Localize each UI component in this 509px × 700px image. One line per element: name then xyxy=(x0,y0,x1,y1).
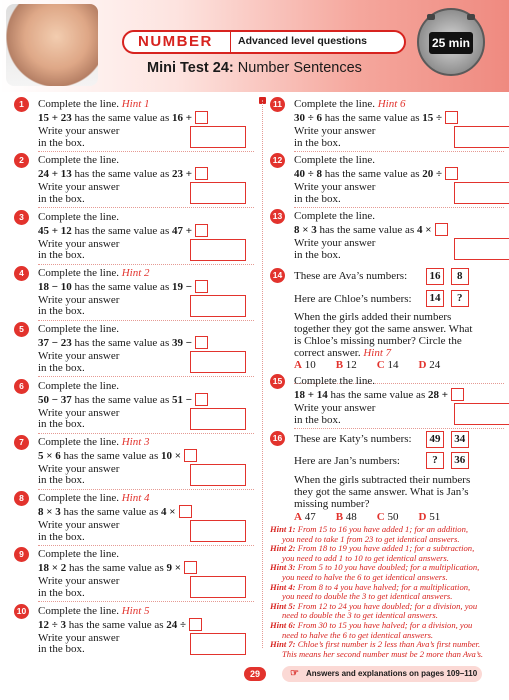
number-box: ? xyxy=(426,452,444,469)
hint-text-2: you need to halve the 6 to get identical answers. xyxy=(282,571,448,582)
write-line-2: in the box. xyxy=(294,192,341,205)
hint-label: Hint 7: xyxy=(270,639,296,650)
q16-para-1: When the girls subtracted their numbers xyxy=(294,474,471,486)
hint-link[interactable]: Hint 6 xyxy=(377,98,406,110)
hint-label: Hint 6: xyxy=(270,619,296,630)
write-line-2: in the box. xyxy=(38,305,85,318)
equation xyxy=(38,280,208,294)
equation-lhs: 15 + 23 xyxy=(38,112,72,124)
divider xyxy=(38,264,254,265)
answer-box[interactable] xyxy=(190,408,246,430)
divider xyxy=(294,207,504,208)
question-15 xyxy=(270,374,505,429)
write-line-1: Write your answer xyxy=(294,181,376,193)
write-instruction xyxy=(38,182,119,205)
write-line-2: in the box. xyxy=(38,249,85,262)
write-line-2: in the box. xyxy=(294,136,341,149)
test-label: Mini Test 24: xyxy=(147,60,234,76)
write-line-2: in the box. xyxy=(294,248,341,261)
question-6 xyxy=(14,379,254,435)
missing-number-box[interactable] xyxy=(195,167,208,180)
question-3 xyxy=(14,210,254,266)
answer-box[interactable] xyxy=(190,633,246,655)
equation-rhs: 47 + xyxy=(171,224,192,237)
choice-letter: C xyxy=(376,359,385,371)
hint-link[interactable]: Hint 7 xyxy=(363,347,392,359)
answers-reference xyxy=(282,666,482,682)
write-line-1: Write your answer xyxy=(38,125,120,137)
choice-letter: D xyxy=(418,511,427,523)
write-line-1: Write your answer xyxy=(38,350,120,363)
question-prompt xyxy=(294,210,375,223)
q16-para-2: they got the same answer. What is Jan’s xyxy=(294,486,469,498)
equation-rhs: 10 × xyxy=(160,449,181,462)
answer-box[interactable] xyxy=(454,182,509,204)
question-prompt xyxy=(294,98,406,111)
choice-a[interactable] xyxy=(294,511,316,523)
q16-line2: Here are Jan’s numbers: xyxy=(294,455,400,467)
choice-d[interactable] xyxy=(419,359,441,371)
equation xyxy=(38,449,197,463)
write-line-1: Write your answer xyxy=(294,237,376,249)
missing-number-box[interactable] xyxy=(184,561,197,574)
equation xyxy=(38,336,208,350)
equation xyxy=(38,618,202,632)
prompt-text: Complete the line. xyxy=(38,379,119,392)
equation xyxy=(38,505,192,519)
equation-mid: has the same value as xyxy=(74,280,170,293)
q14-para-3: is Chloe’s missing number? Circle the xyxy=(294,335,462,347)
equation-lhs: 5 × 6 xyxy=(38,449,61,462)
equation xyxy=(294,223,448,237)
choice-a[interactable] xyxy=(294,359,316,371)
write-line-2: in the box. xyxy=(38,418,85,430)
equation-rhs: 23 + xyxy=(171,168,192,181)
question-13 xyxy=(270,209,509,265)
equation xyxy=(38,167,208,181)
write-instruction xyxy=(38,633,119,656)
question-prompt xyxy=(294,154,375,167)
hint-label: Hint 1: xyxy=(270,524,296,534)
equation-rhs: 4 × xyxy=(160,506,176,519)
write-line-1: Write your answer xyxy=(38,519,120,532)
equation-mid: has the same value as xyxy=(74,168,170,181)
prompt-text: Complete the line. xyxy=(294,210,375,222)
missing-number-box[interactable] xyxy=(179,505,192,518)
equation-lhs: 24 + 13 xyxy=(38,168,72,181)
question-prompt xyxy=(38,154,119,167)
pointing-hand-icon: ☞ xyxy=(290,668,299,679)
q16-choices xyxy=(294,511,460,524)
missing-number-box[interactable] xyxy=(195,224,208,237)
answer-box[interactable] xyxy=(190,351,246,373)
choice-letter: C xyxy=(376,511,385,523)
write-line-2: in the box. xyxy=(294,413,341,426)
answer-box[interactable] xyxy=(454,126,509,148)
divider xyxy=(38,601,254,602)
equation-rhs: 24 ÷ xyxy=(166,618,187,631)
prompt-text: Complete the line. xyxy=(38,604,119,617)
hint-label: Hint 5: xyxy=(270,600,296,611)
question-prompt xyxy=(38,380,119,393)
question-5 xyxy=(14,322,254,378)
hint-entry xyxy=(270,621,500,640)
equation-rhs: 4 × xyxy=(416,224,432,236)
write-instruction xyxy=(294,238,375,261)
equation xyxy=(38,224,208,238)
write-line-1: Write your answer xyxy=(294,402,376,414)
prompt-text: Complete the line. xyxy=(38,266,119,279)
test-name: Number Sentences xyxy=(237,60,362,76)
question-14 xyxy=(270,268,505,373)
page-header xyxy=(0,0,509,92)
equation xyxy=(38,393,208,407)
equation-rhs: 19 − xyxy=(171,280,192,293)
equation-mid: has the same value as xyxy=(74,112,170,124)
equation-lhs: 40 ÷ 8 xyxy=(294,168,323,180)
hint-entry xyxy=(270,525,500,544)
hint-label: Hint 3: xyxy=(270,562,296,573)
divider xyxy=(38,376,254,377)
question-number: 3 xyxy=(14,210,29,225)
write-line-2: in the box. xyxy=(38,192,85,205)
equation-mid: has the same value as xyxy=(74,393,170,406)
hint-link[interactable]: Hint 3 xyxy=(121,435,150,448)
divider xyxy=(38,320,254,321)
question-prompt xyxy=(38,211,119,224)
choice-c[interactable] xyxy=(377,359,399,371)
equation-mid: has the same value as xyxy=(69,562,164,575)
equation-mid: has the same value as xyxy=(324,112,420,124)
write-instruction xyxy=(38,295,119,318)
choice-value: 50 xyxy=(387,511,399,523)
equation-lhs: 12 ÷ 3 xyxy=(38,618,67,631)
equation-mid: has the same value as xyxy=(63,449,159,462)
equation-lhs: 18 × 2 xyxy=(38,562,67,575)
hint-text: From 5 to 10 you have doubled; for a multiplication, xyxy=(297,562,480,573)
equation xyxy=(294,167,458,181)
question-number: 13 xyxy=(270,209,285,224)
divider xyxy=(38,207,254,208)
number-box: 36 xyxy=(451,452,469,469)
question-number: 16 xyxy=(270,431,285,446)
jan-numbers xyxy=(426,452,469,469)
q14-line1: These are Ava’s numbers: xyxy=(294,270,408,282)
missing-number-box[interactable] xyxy=(195,111,208,124)
divider xyxy=(38,545,254,546)
write-line-2: in the box. xyxy=(38,136,85,149)
q14-choices xyxy=(294,359,460,372)
write-line-2: in the box. xyxy=(38,643,85,656)
header-photo xyxy=(6,4,98,86)
equation xyxy=(38,561,197,575)
equation xyxy=(294,388,464,402)
number-box: 14 xyxy=(426,290,444,307)
equation xyxy=(294,111,458,125)
question-number: 15 xyxy=(270,374,285,389)
hint-link[interactable]: Hint 1 xyxy=(121,98,150,110)
hint-text: From 15 to 16 you have added 1; for an addition, xyxy=(297,524,469,534)
question-number: 12 xyxy=(270,153,285,168)
answer-box[interactable] xyxy=(454,403,509,425)
equation-lhs: 8 × 3 xyxy=(294,224,317,236)
choice-letter: B xyxy=(335,359,344,371)
write-line-1: Write your answer xyxy=(38,462,120,475)
write-instruction xyxy=(294,403,375,426)
divider xyxy=(38,433,254,434)
answer-box[interactable] xyxy=(190,464,246,486)
write-line-1: Write your answer xyxy=(38,631,120,644)
number-box: 8 xyxy=(451,268,469,285)
q14-para-4-text: correct answer. xyxy=(294,347,361,359)
answer-box[interactable] xyxy=(190,182,246,204)
prompt-text: Complete the line. xyxy=(294,154,375,166)
write-line-1: Write your answer xyxy=(294,125,376,137)
write-instruction xyxy=(38,576,119,599)
question-prompt xyxy=(38,323,119,336)
equation-rhs: 39 − xyxy=(171,337,192,350)
answer-box[interactable] xyxy=(190,576,246,598)
question-number: 9 xyxy=(14,547,29,562)
page-number: 29 xyxy=(244,667,266,681)
question-prompt xyxy=(38,98,150,111)
question-4 xyxy=(14,266,254,322)
write-instruction xyxy=(38,239,119,262)
chloe-numbers xyxy=(426,290,469,307)
question-10 xyxy=(14,604,254,660)
question-prompt xyxy=(38,548,119,561)
question-number: 1 xyxy=(14,97,29,112)
header-divider xyxy=(230,32,231,52)
prompt-text: Complete the line. xyxy=(38,548,119,561)
equation-lhs: 37 − 23 xyxy=(38,337,72,350)
prompt-text: Complete the line. xyxy=(38,492,119,505)
choice-value: 51 xyxy=(429,511,441,523)
choice-value: 24 xyxy=(429,359,441,371)
equation-rhs: 28 + xyxy=(427,389,448,401)
missing-number-box[interactable] xyxy=(195,393,208,406)
missing-number-box[interactable] xyxy=(195,336,208,349)
divider xyxy=(294,428,504,429)
hint-label: Hint 4: xyxy=(270,581,296,592)
equation-mid: has the same value as xyxy=(330,389,426,401)
hint-entry xyxy=(270,563,500,582)
choice-value: 14 xyxy=(387,359,399,371)
q16-para-3: missing number? xyxy=(294,498,370,510)
choice-value: 10 xyxy=(304,359,316,371)
hints-panel xyxy=(270,525,500,659)
question-number: 14 xyxy=(270,268,285,283)
question-number: 10 xyxy=(14,604,29,619)
answer-box[interactable] xyxy=(190,239,246,261)
question-number: 7 xyxy=(14,435,29,450)
katy-numbers xyxy=(426,431,469,448)
hint-label: Hint 2: xyxy=(270,543,296,554)
equation-lhs: 8 × 3 xyxy=(38,506,61,519)
choice-letter: A xyxy=(294,511,302,523)
equation-rhs: 16 + xyxy=(171,112,192,124)
missing-number-box[interactable] xyxy=(435,223,448,236)
number-box: ? xyxy=(451,290,469,307)
equation xyxy=(38,111,208,125)
hint-link[interactable]: Hint 4 xyxy=(121,492,150,505)
hint-text: From 8 to 4 you have halved; for a multiplication, xyxy=(297,581,471,592)
hint-link[interactable]: Hint 2 xyxy=(121,266,150,279)
divider xyxy=(38,151,254,152)
equation-rhs: 20 ÷ xyxy=(422,168,443,180)
question-prompt xyxy=(38,267,150,280)
question-number: 2 xyxy=(14,153,29,168)
write-instruction xyxy=(38,520,119,543)
choice-b[interactable] xyxy=(336,359,357,371)
question-number: 6 xyxy=(14,379,29,394)
hint-entry xyxy=(270,640,500,659)
choice-letter: D xyxy=(418,359,427,371)
divider xyxy=(38,489,254,490)
choice-letter: A xyxy=(294,359,302,371)
choice-letter: B xyxy=(335,511,344,523)
hint-text: From 18 to 19 you have added 1; for a subtraction, xyxy=(297,543,475,554)
hint-entry xyxy=(270,544,500,563)
timer-icon xyxy=(417,8,485,76)
q14-line2: Here are Chloe’s numbers: xyxy=(294,293,412,305)
choice-value: 47 xyxy=(304,511,316,523)
prompt-text: Complete the line. xyxy=(38,435,119,448)
write-line-1: Write your answer xyxy=(38,237,120,250)
equation-lhs: 18 + 14 xyxy=(294,389,328,401)
test-title xyxy=(147,60,362,76)
answer-box[interactable] xyxy=(190,126,246,148)
missing-number-box[interactable] xyxy=(195,280,208,293)
hint-text-2: need to halve the 6 to get identical answers. xyxy=(282,629,434,640)
hint-text: From 30 to 15 you have halved; for a division, you xyxy=(297,619,473,630)
equation-lhs: 30 ÷ 6 xyxy=(294,112,323,124)
write-instruction xyxy=(38,464,119,487)
hint-text: Chloe’s first number is 2 less than Ava’s first number. xyxy=(297,639,481,650)
write-instruction xyxy=(294,126,375,149)
write-line-1: Write your answer xyxy=(38,293,120,306)
q14-para-4 xyxy=(294,347,391,360)
prompt-text: Complete the line. xyxy=(294,98,375,110)
q16-line1: These are Katy’s numbers: xyxy=(294,433,412,445)
equation-lhs: 50 − 37 xyxy=(38,393,72,406)
hint-text: From 12 to 24 you have doubled; for a division, you xyxy=(297,600,478,611)
subject-title: NUMBER xyxy=(138,33,213,50)
equation-rhs: 15 ÷ xyxy=(422,112,443,124)
question-11 xyxy=(270,97,509,153)
question-prompt xyxy=(38,492,150,505)
divider xyxy=(294,151,504,152)
question-number: 11 xyxy=(270,97,285,112)
question-prompt: Complete the line. xyxy=(294,375,375,387)
write-line-2: in the box. xyxy=(38,586,85,599)
number-box: 16 xyxy=(426,268,444,285)
question-prompt xyxy=(38,605,150,618)
answer-box[interactable] xyxy=(190,295,246,317)
write-line-1: Write your answer xyxy=(38,181,120,194)
hint-text-2: you need to take 1 from 23 to get identical answers. xyxy=(282,533,460,544)
equation-lhs: 45 + 12 xyxy=(38,224,72,237)
write-instruction xyxy=(38,126,119,149)
equation-mid: has the same value as xyxy=(63,506,159,519)
choice-value: 48 xyxy=(345,511,357,523)
question-9 xyxy=(14,547,254,603)
question-12 xyxy=(270,153,509,209)
hint-text-2: This means her second number must be 2 more than Ava’s. xyxy=(282,648,484,659)
question-prompt xyxy=(38,436,150,449)
missing-number-box[interactable] xyxy=(445,167,458,180)
question-1 xyxy=(14,97,254,153)
write-instruction xyxy=(38,408,119,431)
number-box: 49 xyxy=(426,431,444,448)
prompt-text: Complete the line. xyxy=(38,210,119,223)
answer-box[interactable] xyxy=(454,238,509,260)
write-instruction xyxy=(38,351,119,374)
write-line-1: Write your answer xyxy=(38,406,120,419)
equation-rhs: 9 × xyxy=(166,562,181,575)
missing-number-box[interactable] xyxy=(445,111,458,124)
hint-text-2: need to double the 3 to get identical answers. xyxy=(282,610,438,621)
choice-value: 12 xyxy=(345,359,357,371)
timer-label: 25 min xyxy=(429,32,473,54)
equation-mid: has the same value as xyxy=(68,618,164,631)
question-number: 5 xyxy=(14,322,29,337)
missing-number-box[interactable] xyxy=(451,388,464,401)
equation-mid: has the same value as xyxy=(319,224,415,236)
answer-box[interactable] xyxy=(190,520,246,542)
question-number: 4 xyxy=(14,266,29,281)
question-7 xyxy=(14,435,254,491)
choice-d[interactable] xyxy=(419,511,441,523)
write-instruction xyxy=(294,182,375,205)
hint-entry xyxy=(270,583,500,602)
question-16 xyxy=(270,431,505,523)
column-divider xyxy=(262,100,263,648)
write-line-2: in the box. xyxy=(38,474,85,487)
q14-para-1: When the girls added their numbers xyxy=(294,311,452,323)
number-box: 34 xyxy=(451,431,469,448)
missing-number-box[interactable] xyxy=(189,618,202,631)
question-2 xyxy=(14,153,254,209)
equation-mid: has the same value as xyxy=(74,337,170,350)
hint-entry xyxy=(270,602,500,621)
equation-mid: has the same value as xyxy=(74,224,170,237)
equation-mid: has the same value as xyxy=(324,168,420,180)
write-line-2: in the box. xyxy=(38,530,85,543)
equation-lhs: 18 − 10 xyxy=(38,280,72,293)
question-8 xyxy=(14,491,254,547)
prompt-text: Complete the line. xyxy=(38,154,119,167)
answers-text: Answers and explanations on pages 109–110 xyxy=(306,669,478,678)
choice-c[interactable] xyxy=(377,511,399,523)
write-line-1: Write your answer xyxy=(38,575,120,588)
prompt-text: Complete the line. xyxy=(38,323,119,336)
missing-number-box[interactable] xyxy=(184,449,197,462)
write-line-2: in the box. xyxy=(38,361,85,374)
prompt-text: Complete the line. xyxy=(38,98,119,110)
equation-rhs: 51 − xyxy=(171,393,192,406)
level-label: Advanced level questions xyxy=(238,35,367,47)
hint-text-2: you need to double the 3 to get identical answers. xyxy=(282,591,453,602)
question-number: 8 xyxy=(14,491,29,506)
ava-numbers xyxy=(426,268,469,285)
q14-para-2: together they got the same answer. What xyxy=(294,323,473,335)
hint-text-2: you need to add 1 to 10 to get identical answers. xyxy=(282,552,449,563)
choice-b[interactable] xyxy=(336,511,357,523)
hint-link[interactable]: Hint 5 xyxy=(121,604,150,617)
